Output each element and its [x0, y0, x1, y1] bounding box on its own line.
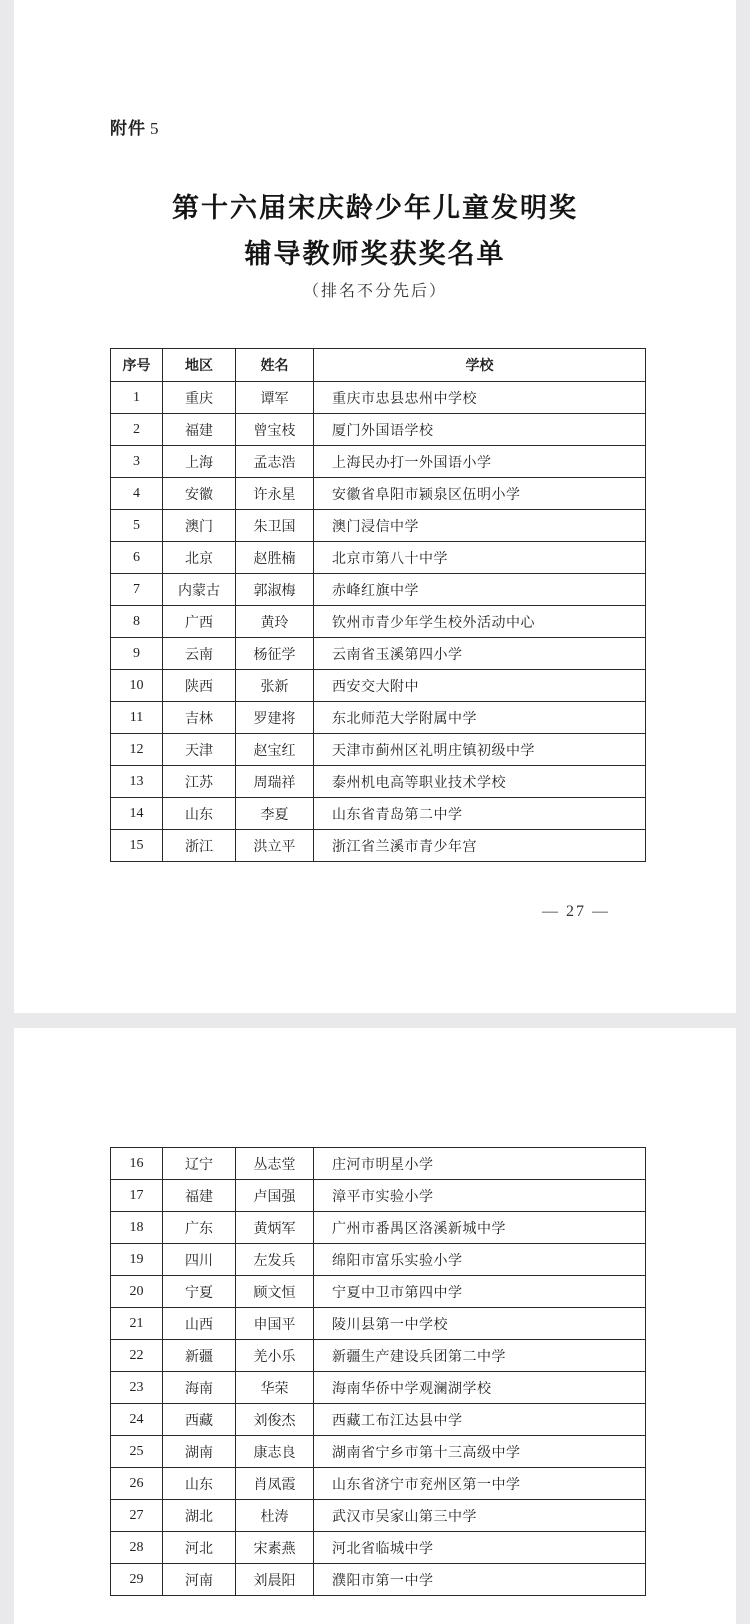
cell-school: 东北师范大学附属中学: [314, 702, 646, 734]
cell-name: 刘俊杰: [236, 1404, 314, 1436]
cell-seq: 10: [111, 670, 163, 702]
cell-seq: 5: [111, 510, 163, 542]
attachment-label-text: 附件: [110, 119, 146, 139]
cell-name: 杨征学: [236, 638, 314, 670]
page-number: — 27 —: [542, 903, 610, 920]
cell-seq: 29: [111, 1564, 163, 1596]
cell-seq: 22: [111, 1340, 163, 1372]
cell-region: 四川: [163, 1244, 236, 1276]
cell-school: 河北省临城中学: [314, 1532, 646, 1564]
table-row: [111, 478, 646, 510]
cell-seq: 27: [111, 1500, 163, 1532]
table-row: [111, 798, 646, 830]
cell-name: 华荣: [236, 1372, 314, 1404]
table-row: [111, 1404, 646, 1436]
cell-school: 赤峰红旗中学: [314, 574, 646, 606]
award-table-page-2: [110, 1147, 646, 1596]
cell-name: 许永星: [236, 478, 314, 510]
table-row: [111, 574, 646, 606]
cell-name: 左发兵: [236, 1244, 314, 1276]
cell-seq: 24: [111, 1404, 163, 1436]
cell-region: 广西: [163, 606, 236, 638]
cell-region: 新疆: [163, 1340, 236, 1372]
cell-seq: 12: [111, 734, 163, 766]
cell-seq: 3: [111, 446, 163, 478]
table-row: [111, 1276, 646, 1308]
cell-school: 西藏工布江达县中学: [314, 1404, 646, 1436]
cell-seq: 1: [111, 382, 163, 414]
cell-name: 顾文恒: [236, 1276, 314, 1308]
cell-school: 濮阳市第一中学: [314, 1564, 646, 1596]
cell-seq: 9: [111, 638, 163, 670]
cell-name: 赵胜楠: [236, 542, 314, 574]
table-row: [111, 1500, 646, 1532]
cell-seq: 18: [111, 1212, 163, 1244]
cell-school: 天津市蓟州区礼明庄镇初级中学: [314, 734, 646, 766]
table-row: [111, 446, 646, 478]
cell-region: 重庆: [163, 382, 236, 414]
cell-region: 吉林: [163, 702, 236, 734]
cell-name: 张新: [236, 670, 314, 702]
table-row: [111, 1564, 646, 1596]
cell-school: 上海民办打一外国语小学: [314, 446, 646, 478]
table-body-page-1: [111, 382, 646, 862]
cell-name: 孟志浩: [236, 446, 314, 478]
table-header-row: [111, 349, 646, 382]
table-row: [111, 1244, 646, 1276]
cell-name: 杜涛: [236, 1500, 314, 1532]
cell-school: 绵阳市富乐实验小学: [314, 1244, 646, 1276]
cell-region: 福建: [163, 1180, 236, 1212]
cell-region: 湖南: [163, 1436, 236, 1468]
cell-region: 辽宁: [163, 1148, 236, 1180]
cell-name: 羌小乐: [236, 1340, 314, 1372]
table-row: [111, 734, 646, 766]
table-row: [111, 702, 646, 734]
cell-region: 天津: [163, 734, 236, 766]
header-school: 学校: [314, 349, 646, 382]
cell-seq: 2: [111, 414, 163, 446]
cell-name: 黄玲: [236, 606, 314, 638]
attachment-number: 5: [150, 119, 160, 138]
cell-name: 宋素燕: [236, 1532, 314, 1564]
cell-school: 泰州机电高等职业技术学校: [314, 766, 646, 798]
cell-school: 宁夏中卫市第四中学: [314, 1276, 646, 1308]
cell-seq: 6: [111, 542, 163, 574]
cell-name: 黄炳军: [236, 1212, 314, 1244]
cell-region: 浙江: [163, 830, 236, 862]
cell-school: 浙江省兰溪市青少年宫: [314, 830, 646, 862]
table-row: [111, 1308, 646, 1340]
header-seq: 序号: [111, 349, 163, 382]
cell-region: 陕西: [163, 670, 236, 702]
table-row: [111, 382, 646, 414]
cell-seq: 19: [111, 1244, 163, 1276]
cell-name: 朱卫国: [236, 510, 314, 542]
table-row: [111, 1148, 646, 1180]
document-title-line-2: 辅导教师奖获奖名单: [244, 239, 506, 270]
table-row: [111, 830, 646, 862]
cell-region: 河南: [163, 1564, 236, 1596]
cell-name: 罗建将: [236, 702, 314, 734]
cell-school: 澳门浸信中学: [314, 510, 646, 542]
cell-region: 北京: [163, 542, 236, 574]
cell-seq: 28: [111, 1532, 163, 1564]
cell-region: 西藏: [163, 1404, 236, 1436]
cell-school: 武汉市吴家山第三中学: [314, 1500, 646, 1532]
cell-name: 周瑞祥: [236, 766, 314, 798]
cell-region: 江苏: [163, 766, 236, 798]
cell-school: 陵川县第一中学校: [314, 1308, 646, 1340]
cell-region: 澳门: [163, 510, 236, 542]
cell-seq: 20: [111, 1276, 163, 1308]
table-row: [111, 670, 646, 702]
cell-seq: 26: [111, 1468, 163, 1500]
cell-region: 福建: [163, 414, 236, 446]
cell-region: 海南: [163, 1372, 236, 1404]
document-page-2: [14, 1028, 736, 1624]
cell-name: 赵宝红: [236, 734, 314, 766]
header-region: 地区: [163, 349, 236, 382]
table-row: [111, 1532, 646, 1564]
cell-school: 重庆市忠县忠州中学校: [314, 382, 646, 414]
cell-seq: 8: [111, 606, 163, 638]
cell-name: 丛志堂: [236, 1148, 314, 1180]
cell-name: 刘晨阳: [236, 1564, 314, 1596]
cell-name: 康志良: [236, 1436, 314, 1468]
table-row: [111, 606, 646, 638]
cell-seq: 13: [111, 766, 163, 798]
cell-seq: 11: [111, 702, 163, 734]
cell-school: 漳平市实验小学: [314, 1180, 646, 1212]
header-name: 姓名: [236, 349, 314, 382]
cell-name: 郭淑梅: [236, 574, 314, 606]
cell-seq: 15: [111, 830, 163, 862]
cell-name: 洪立平: [236, 830, 314, 862]
cell-school: 庄河市明星小学: [314, 1148, 646, 1180]
cell-seq: 7: [111, 574, 163, 606]
cell-region: 安徽: [163, 478, 236, 510]
table-row: [111, 1436, 646, 1468]
cell-school: 云南省玉溪第四小学: [314, 638, 646, 670]
cell-school: 湖南省宁乡市第十三高级中学: [314, 1436, 646, 1468]
cell-seq: 17: [111, 1180, 163, 1212]
cell-region: 云南: [163, 638, 236, 670]
table-row: [111, 1180, 646, 1212]
cell-region: 广东: [163, 1212, 236, 1244]
cell-school: 钦州市青少年学生校外活动中心: [314, 606, 646, 638]
cell-school: 广州市番禺区洛溪新城中学: [314, 1212, 646, 1244]
award-table-page-1: [110, 348, 646, 862]
table-row: [111, 1212, 646, 1244]
document-title-line-1: 第十六届宋庆龄少年儿童发明奖: [172, 193, 578, 224]
cell-seq: 23: [111, 1372, 163, 1404]
cell-seq: 16: [111, 1148, 163, 1180]
cell-name: 卢国强: [236, 1180, 314, 1212]
cell-region: 山东: [163, 798, 236, 830]
cell-school: 山东省济宁市兖州区第一中学: [314, 1468, 646, 1500]
cell-school: 西安交大附中: [314, 670, 646, 702]
cell-school: 山东省青岛第二中学: [314, 798, 646, 830]
cell-name: 肖凤霞: [236, 1468, 314, 1500]
cell-seq: 21: [111, 1308, 163, 1340]
cell-region: 内蒙古: [163, 574, 236, 606]
cell-region: 河北: [163, 1532, 236, 1564]
cell-name: 谭军: [236, 382, 314, 414]
cell-region: 山东: [163, 1468, 236, 1500]
cell-seq: 4: [111, 478, 163, 510]
cell-region: 上海: [163, 446, 236, 478]
cell-seq: 14: [111, 798, 163, 830]
document-page-1: [14, 0, 736, 1013]
table-row: [111, 414, 646, 446]
cell-seq: 25: [111, 1436, 163, 1468]
cell-region: 宁夏: [163, 1276, 236, 1308]
table-row: [111, 1468, 646, 1500]
cell-school: 新疆生产建设兵团第二中学: [314, 1340, 646, 1372]
cell-school: 北京市第八十中学: [314, 542, 646, 574]
cell-name: 申国平: [236, 1308, 314, 1340]
document-subtitle: （排名不分先后）: [302, 281, 447, 300]
table-row: [111, 510, 646, 542]
cell-school: 安徽省阜阳市颍泉区伍明小学: [314, 478, 646, 510]
cell-name: 曾宝枝: [236, 414, 314, 446]
table-row: [111, 1340, 646, 1372]
table-row: [111, 638, 646, 670]
cell-school: 海南华侨中学观澜湖学校: [314, 1372, 646, 1404]
cell-region: 山西: [163, 1308, 236, 1340]
table-body-page-2: [111, 1148, 646, 1596]
attachment-label: [110, 114, 160, 139]
cell-region: 湖北: [163, 1500, 236, 1532]
table-row: [111, 542, 646, 574]
table-row: [111, 1372, 646, 1404]
table-row: [111, 766, 646, 798]
cell-name: 李夏: [236, 798, 314, 830]
cell-school: 厦门外国语学校: [314, 414, 646, 446]
